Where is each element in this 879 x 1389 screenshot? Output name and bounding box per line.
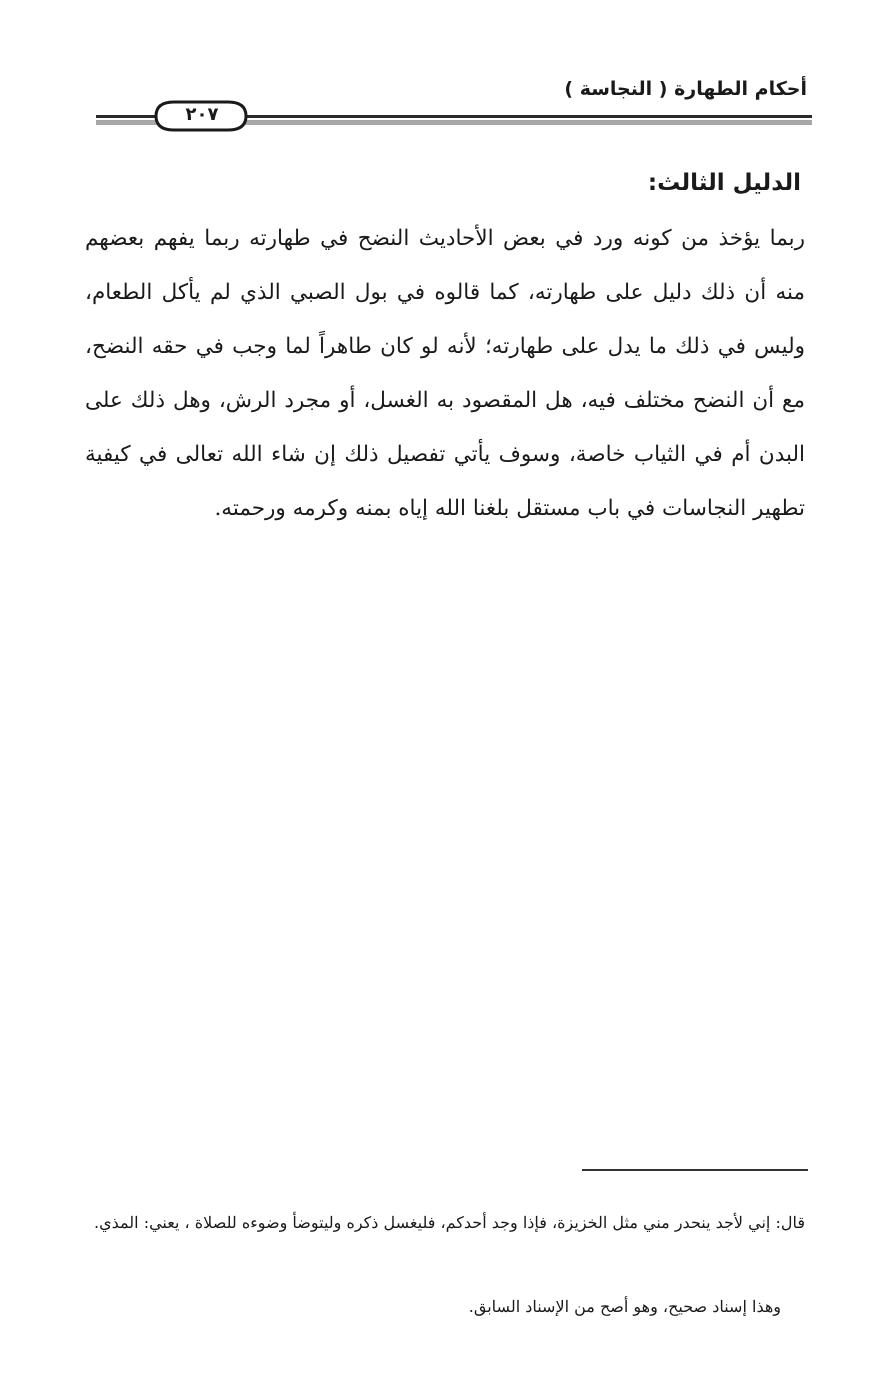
header-rule-texture bbox=[242, 120, 812, 125]
section-heading: الدليل الثالث: bbox=[647, 170, 801, 196]
page-number: ٢٠٧ bbox=[185, 104, 219, 125]
footnote-text: قال: إني لأجد ينحدر مني مثل الخزيزة، فإذا وجد أحدكم، فليغسل ذكره وليتوضأ وضوءه للصلاة ، يعني: المذي. bbox=[94, 1213, 805, 1232]
body-paragraph: ربما يؤخذ من كونه ورد في بعض الأحاديث النضح في طهارته ربما يفهم بعضهم منه أن ذلك دليل على طهارته، كما قالوه في بول الصبي الذي لم يأكل الطعام، وليس في ذلك ما يدل على طهارته؛ لأنه لو كان طاهراً لما وجب في حقه النضح، مع أن النضح مختلف فيه، هل المقصود به الغسل، أو مجرد الرش، وهل ذلك على البدن أم في الثياب خاصة، وسوف يأتي تفصيل ذلك إن شاء الله تعالى في كيفية تطهير النجاسات في باب مستقل بلغنا الله إياه بمنه وكرمه ورحمته. bbox=[85, 226, 805, 521]
running-title: أحكام الطهارة ( النجاسة ) bbox=[564, 78, 807, 100]
footnote-separator bbox=[582, 1169, 808, 1171]
header-rule-left-texture bbox=[96, 120, 160, 125]
header-rule-line bbox=[242, 115, 812, 118]
footnote-text-2: وهذا إسناد صحيح، وهو أصح من الإسناد السابق. bbox=[468, 1297, 781, 1316]
header-rule-left-line bbox=[96, 115, 160, 118]
